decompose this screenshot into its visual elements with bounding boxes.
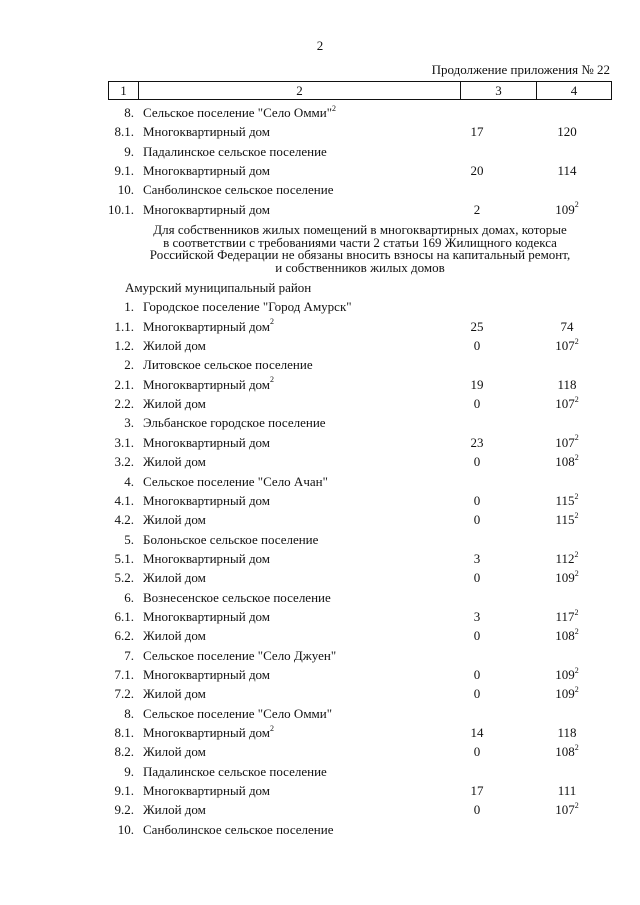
row-number: 6.1.	[114, 608, 134, 624]
row-label	[143, 375, 274, 394]
footnote-mark: 2	[574, 336, 579, 346]
row-label	[143, 820, 334, 839]
row-value	[540, 723, 594, 742]
table-row	[0, 142, 640, 161]
note-line: Российской Федерации не обязаны вносить взносы на капитальный ремонт,	[149, 247, 571, 262]
row-value	[540, 336, 594, 355]
row-number: 5.2.	[114, 570, 134, 586]
row-label-text: Многоквартирный дом	[143, 667, 271, 682]
footnote-mark: 2	[270, 375, 275, 385]
section-note	[108, 224, 612, 274]
row-number: 7.1.	[114, 667, 134, 682]
footnote-mark: 2	[574, 491, 579, 501]
row-value	[540, 665, 594, 684]
footnote-mark: 2	[574, 394, 579, 404]
row-label	[143, 626, 206, 645]
row-value-text: 108	[555, 454, 575, 470]
row-value-text: 112	[555, 550, 575, 566]
row-label	[143, 684, 206, 703]
footnote-mark: 2	[574, 568, 579, 578]
row-count: 0	[473, 628, 481, 644]
table-row	[0, 452, 640, 471]
table-row	[0, 355, 640, 374]
row-value-text: 111	[557, 783, 577, 799]
row-value	[540, 800, 594, 819]
row-label	[143, 665, 270, 684]
row-label-text: Жилой дом	[143, 570, 206, 586]
row-value-text: 107	[555, 338, 575, 354]
footnote-mark: 2	[332, 103, 337, 113]
table-row	[0, 394, 640, 413]
table-row	[0, 413, 640, 432]
row-number: 6.2.	[114, 628, 134, 644]
table-row	[0, 472, 640, 491]
row-label-text: Жилой дом	[143, 396, 206, 412]
row-label	[143, 762, 327, 781]
row-value-text: 115	[555, 492, 575, 508]
row-label-text: Многоквартирный дом	[143, 492, 271, 508]
row-label	[143, 742, 206, 761]
row-value-text: 109	[555, 667, 575, 682]
row-value	[540, 684, 594, 703]
row-count: 0	[473, 667, 481, 682]
row-label-text: Жилой дом	[143, 744, 206, 760]
table-row	[0, 742, 640, 761]
footnote-mark: 2	[574, 200, 579, 210]
row-count: 2	[473, 201, 481, 217]
row-label	[143, 433, 270, 452]
row-label	[143, 336, 206, 355]
row-label-text: Жилой дом	[143, 686, 206, 702]
row-label	[143, 161, 270, 180]
row-number: 1.1.	[114, 318, 134, 334]
row-label	[143, 800, 206, 819]
row-label	[143, 781, 270, 800]
table-row	[0, 375, 640, 394]
row-label-text: Вознесенское сельское поселение	[143, 589, 331, 605]
row-label-text: Многоквартирный дом	[143, 124, 271, 140]
table-row	[0, 103, 640, 122]
header-col-2: 2	[138, 82, 460, 99]
footnote-mark: 2	[574, 433, 579, 443]
row-value	[540, 200, 594, 219]
row-count: 0	[473, 492, 481, 508]
table-row	[0, 607, 640, 626]
row-label-text: Санболинское сельское поселение	[143, 182, 334, 198]
row-value	[540, 781, 594, 800]
row-count: 14	[470, 725, 484, 741]
table-row	[0, 122, 640, 141]
row-label-text: Болоньское сельское поселение	[143, 531, 319, 547]
row-label-text: Жилой дом	[143, 512, 206, 528]
row-count: 25	[470, 318, 484, 334]
row-number: 9.1.	[114, 163, 134, 179]
row-value-text: 107	[555, 396, 575, 412]
row-number: 9.	[124, 143, 134, 159]
table-row	[0, 568, 640, 587]
row-value-text: 118	[557, 376, 577, 392]
row-label	[143, 142, 327, 161]
row-number: 5.1.	[114, 550, 134, 566]
row-label-text: Жилой дом	[143, 454, 206, 470]
row-number: 8.1.	[114, 725, 134, 741]
row-label-text: Жилой дом	[143, 338, 206, 354]
row-value	[540, 452, 594, 471]
row-label	[143, 452, 206, 471]
row-label-text: Сельское поселение "Село Джуен"	[143, 647, 337, 663]
note-line: в соответствии с требованиями части 2 статьи 169 Жилищного кодекса	[163, 234, 557, 250]
row-number: 4.1.	[114, 492, 134, 508]
row-value-text: 108	[555, 628, 575, 644]
row-label-text: Городское поселение "Город Амурск"	[143, 299, 352, 315]
row-value-text: 120	[557, 124, 577, 140]
row-value-text: 118	[557, 725, 577, 741]
table-row	[0, 297, 640, 316]
row-value-text: 107	[555, 434, 575, 450]
table-header	[108, 81, 612, 100]
row-label	[143, 122, 270, 141]
row-number: 7.2.	[114, 686, 134, 702]
row-number: 3.2.	[114, 454, 134, 470]
row-label	[143, 530, 318, 549]
row-label	[143, 646, 336, 665]
row-number: 1.	[124, 299, 134, 315]
note-line: и собственников жилых домов	[275, 259, 445, 275]
row-label	[143, 568, 206, 587]
row-label	[143, 394, 206, 413]
row-label-text: Санболинское сельское поселение	[143, 821, 334, 837]
row-number: 2.2.	[114, 396, 134, 412]
row-label	[143, 103, 336, 122]
row-label	[143, 200, 270, 219]
row-value	[540, 742, 594, 761]
row-label-text: Сельское поселение "Село Омми"	[143, 105, 333, 120]
table-row	[0, 161, 640, 180]
row-number: 9.	[124, 763, 134, 779]
footnote-mark: 2	[574, 626, 579, 636]
row-label-text: Падалинское сельское поселение	[143, 143, 327, 159]
footnote-mark: 2	[574, 452, 579, 462]
row-label-text: Многоквартирный дом	[143, 318, 271, 334]
row-number: 8.2.	[114, 744, 134, 760]
row-count: 17	[470, 124, 484, 140]
row-number: 10.1.	[108, 201, 134, 217]
row-label	[143, 317, 274, 336]
row-count: 0	[473, 802, 481, 818]
table-row	[0, 433, 640, 452]
row-count: 3	[473, 550, 481, 566]
row-number: 3.1.	[114, 434, 134, 450]
row-number: 10.	[117, 821, 134, 837]
row-value-text: 74	[560, 318, 574, 334]
row-count: 0	[473, 686, 481, 702]
table-row	[0, 278, 640, 297]
table-row	[0, 588, 640, 607]
table-row	[0, 800, 640, 819]
row-label	[143, 413, 326, 432]
row-label-text: Многоквартирный дом	[143, 434, 271, 450]
row-label-text: Амурский муниципальный район	[125, 280, 312, 295]
header-col-1: 1	[120, 83, 127, 98]
row-number: 10.	[117, 182, 134, 198]
row-count: 0	[473, 338, 481, 354]
continuation-label: Продолжение приложения № 22	[431, 62, 610, 77]
row-label-text: Литовское сельское поселение	[143, 357, 313, 373]
row-label	[143, 723, 274, 742]
footnote-mark: 2	[574, 665, 579, 675]
row-count: 0	[473, 744, 481, 760]
row-label	[143, 472, 328, 491]
footnote-mark: 2	[270, 723, 275, 733]
row-number: 8.1.	[114, 124, 134, 140]
row-value-text: 109	[555, 686, 575, 702]
row-label	[143, 355, 313, 374]
header-col-3: 3	[460, 82, 536, 99]
table-row	[0, 549, 640, 568]
page-number: 2	[316, 38, 324, 53]
row-count: 23	[470, 434, 484, 450]
footnote-mark: 2	[574, 510, 579, 520]
table-row	[0, 317, 640, 336]
footnote-mark: 2	[574, 607, 579, 617]
row-label-text: Падалинское сельское поселение	[143, 763, 327, 779]
row-number: 5.	[124, 531, 134, 547]
table-row	[0, 781, 640, 800]
row-label-text: Многоквартирный дом	[143, 608, 271, 624]
row-number: 7.	[124, 647, 134, 663]
row-number: 6.	[124, 589, 134, 605]
row-label-text: Жилой дом	[143, 802, 206, 818]
row-label-text: Многоквартирный дом	[143, 725, 271, 741]
row-number: 2.1.	[114, 376, 134, 392]
row-label-text: Многоквартирный дом	[143, 783, 271, 799]
row-label-text: Сельское поселение "Село Ачан"	[143, 473, 328, 489]
row-label	[143, 510, 206, 529]
row-value	[540, 510, 594, 529]
row-count: 19	[470, 376, 484, 392]
row-value	[540, 122, 594, 141]
row-number: 1.2.	[114, 338, 134, 354]
row-value-text: 117	[555, 608, 575, 624]
row-label-text: Жилой дом	[143, 628, 206, 644]
row-label	[143, 607, 270, 626]
row-value-text: 107	[555, 802, 575, 818]
footnote-mark: 2	[574, 549, 579, 559]
row-count: 0	[473, 396, 481, 412]
table-row	[0, 530, 640, 549]
row-number: 2.	[124, 357, 134, 373]
row-label-text: Сельское поселение "Село Омми"	[143, 705, 333, 721]
table-row	[0, 684, 640, 703]
table-row	[0, 704, 640, 723]
row-label	[143, 549, 270, 568]
table-row	[0, 626, 640, 645]
note-line: Для собственников жилых помещений в многоквартирных домах, которые	[153, 222, 567, 237]
table-row	[0, 723, 640, 742]
row-value	[540, 161, 594, 180]
row-number: 9.2.	[114, 802, 134, 818]
row-value-text: 109	[555, 201, 575, 217]
footnote-mark: 2	[574, 743, 579, 753]
table-row	[0, 510, 640, 529]
table-row	[0, 180, 640, 199]
row-value	[540, 317, 594, 336]
row-count: 17	[470, 783, 484, 799]
row-value	[540, 375, 594, 394]
table-row	[0, 762, 640, 781]
table-row	[0, 200, 640, 219]
row-label	[143, 491, 270, 510]
row-label-text: Многоквартирный дом	[143, 550, 271, 566]
footnote-mark: 2	[574, 801, 579, 811]
row-number: 8.	[124, 105, 134, 120]
row-value	[540, 626, 594, 645]
row-count: 0	[473, 570, 481, 586]
row-value	[540, 568, 594, 587]
row-value	[540, 491, 594, 510]
row-value	[540, 549, 594, 568]
table-row	[0, 646, 640, 665]
row-value	[540, 433, 594, 452]
row-count: 3	[473, 608, 481, 624]
table-row	[0, 336, 640, 355]
row-number: 3.	[124, 415, 134, 431]
footnote-mark: 2	[574, 685, 579, 695]
table-row	[0, 491, 640, 510]
row-label-text: Многоквартирный дом	[143, 376, 271, 392]
row-number: 8.	[124, 705, 134, 721]
row-count: 20	[470, 163, 484, 179]
row-label	[125, 278, 311, 297]
row-count: 0	[473, 454, 481, 470]
row-value-text: 114	[557, 163, 577, 179]
row-label-text: Многоквартирный дом	[143, 163, 271, 179]
row-value-text: 108	[555, 744, 575, 760]
row-label-text: Эльбанское городское поселение	[143, 415, 326, 431]
row-number: 4.	[124, 473, 134, 489]
table-row	[0, 665, 640, 684]
row-count: 0	[473, 512, 481, 528]
row-value	[540, 394, 594, 413]
row-number: 9.1.	[114, 783, 134, 799]
row-label	[143, 297, 352, 316]
row-value	[540, 607, 594, 626]
row-label-text: Многоквартирный дом	[143, 201, 271, 217]
row-value-text: 109	[555, 570, 575, 586]
footnote-mark: 2	[270, 317, 275, 327]
row-label	[143, 704, 332, 723]
header-col-4: 4	[536, 82, 611, 99]
table-row	[0, 820, 640, 839]
row-label	[143, 180, 334, 199]
row-number: 4.2.	[114, 512, 134, 528]
row-label	[143, 588, 331, 607]
row-value-text: 115	[555, 512, 575, 528]
